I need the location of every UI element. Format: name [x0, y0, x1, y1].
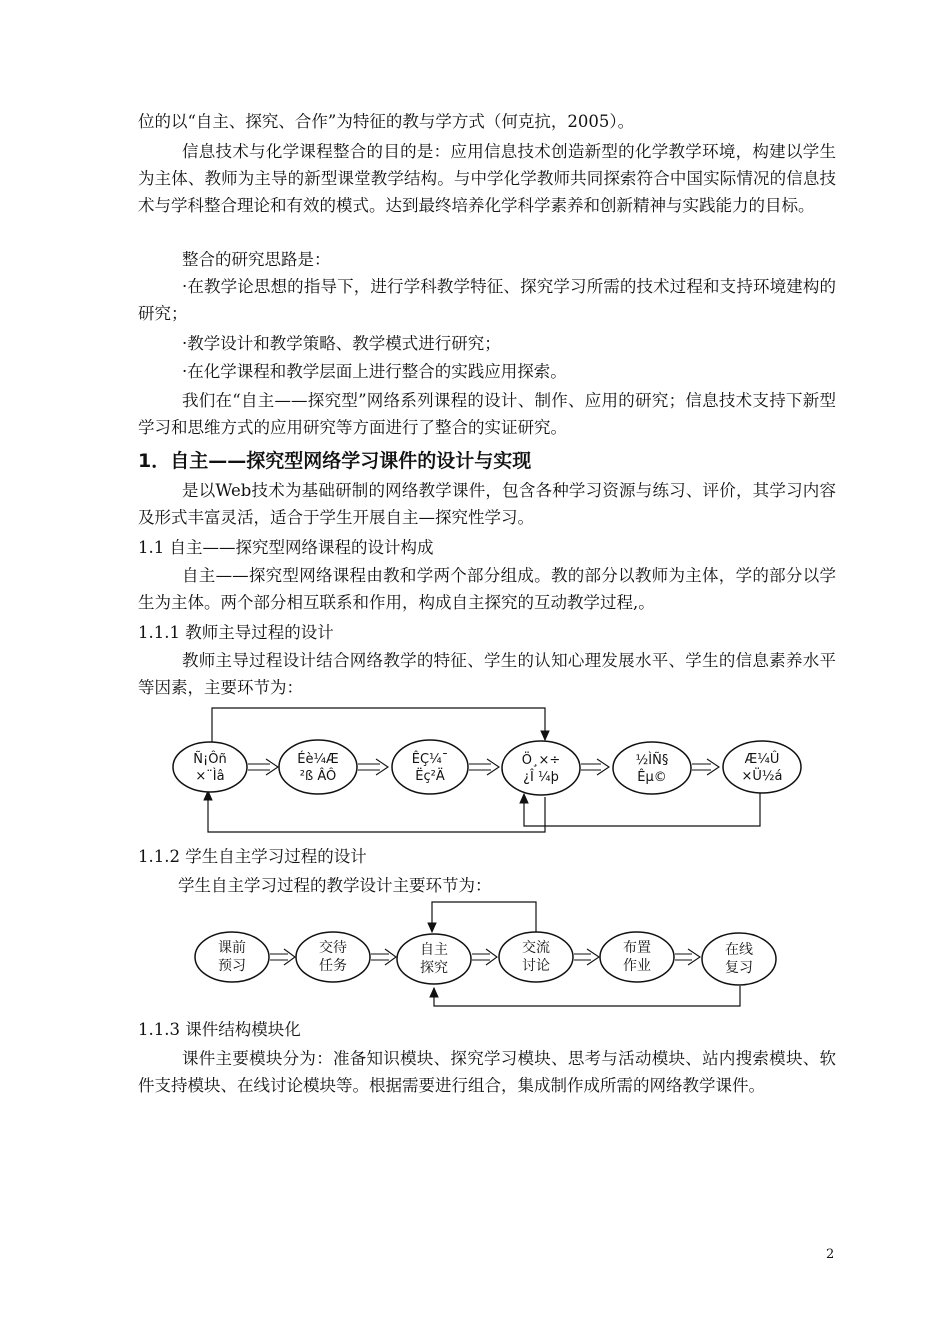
- paragraph-intro-end: 位的以“自主、探究、合作”为特征的教与学方式（何克抗，2005）。: [138, 112, 635, 131]
- student-node-1: [195, 932, 269, 982]
- bullet-item-2: ·教学设计和教学策略、教学模式进行研究；: [182, 334, 501, 353]
- student-node-4-line1: 交流: [522, 940, 550, 956]
- student-node-4-line2: 讨论: [522, 958, 550, 974]
- teacher-node-6-line1: Æ¼Û: [744, 752, 780, 767]
- student-loop-arrow-bottom: [434, 986, 740, 1006]
- student-loop-arrow-top: [432, 902, 536, 932]
- teacher-node-3-line2: Ëç²Ä: [415, 769, 445, 784]
- bullet-item-1: ·在教学论思想的指导下，进行学科教学特征、探究学习所需的技术过程和支持环境建构的研究；: [138, 277, 836, 323]
- student-node-3-line2: 探究: [420, 960, 448, 976]
- page-number: 2: [826, 1247, 835, 1262]
- student-node-2-line1: 交待: [319, 940, 347, 956]
- student-node-1-line1: 课前: [218, 940, 246, 956]
- teacher-node-3-line1: ÊÇ¼¯: [411, 752, 449, 767]
- subsection-heading-1-1-2: 1.1.2 学生自主学习过程的设计: [138, 847, 367, 866]
- teacher-node-1-line1: Ñ¡Ôñ: [193, 752, 227, 767]
- bullet-item-3: ·在化学课程和教学层面上进行整合的实践应用探索。: [182, 362, 567, 381]
- student-node-5-line2: 作业: [623, 958, 651, 974]
- teacher-node-4-line1: Ö¸×÷: [521, 753, 561, 768]
- student-node-6-line2: 复习: [725, 960, 753, 976]
- teacher-node-4-line2: ¿Î ¼þ: [523, 770, 559, 785]
- teacher-node-6-line2: ×Ü½á: [741, 769, 783, 784]
- student-node-2-line2: 任务: [319, 958, 347, 974]
- teacher-node-2-line2: ²ß ÂÔ: [299, 769, 337, 784]
- paragraph-student-process: 学生自主学习过程的教学设计主要环节为：: [178, 876, 492, 895]
- paragraph-empirical-research: 我们在“自主——探究型”网络系列课程的设计、制作、应用的研究；信息技术支持下新型学习和思维方式的应用研究等方面进行了整合的实证研究。: [138, 391, 836, 437]
- teacher-node-1-line2: ×¨Ìâ: [195, 769, 225, 784]
- student-node-6: [702, 933, 776, 985]
- teacher-node-5-line2: Êµ©: [637, 770, 667, 785]
- subsection-heading-1-1: 1.1 自主——探究型网络课程的设计构成: [138, 538, 434, 557]
- paragraph-course-composition: 自主——探究型网络课程由教和学两个部分组成。教的部分以教师为主体，学的部分以学生为主体。两个部分相互联系和作用，构成自主探究的互动教学过程,。: [138, 566, 836, 612]
- student-node-3: [397, 934, 471, 984]
- student-node-5: [600, 932, 674, 982]
- student-node-6-line1: 在线: [725, 942, 753, 958]
- paragraph-teacher-process: 教师主导过程设计结合网络教学的特征、学生的认知心理发展水平、学生的信息素养水平等因素，主要环节为：: [138, 651, 836, 697]
- section-heading-1: 1．自主——探究型网络学习课件的设计与实现: [138, 450, 532, 472]
- student-node-4: [499, 932, 573, 982]
- teacher-node-5-line1: ½ÌÑ§: [635, 753, 669, 768]
- student-node-5-line1: 布置: [623, 940, 651, 956]
- subsection-heading-1-1-3: 1.1.3 课件结构模块化: [138, 1020, 301, 1039]
- paragraph-courseware-modules: 课件主要模块分为：准备知识模块、探究学习模块、思考与活动模块、站内搜索模块、软件支持模块、在线讨论模块等。根据需要进行组合，集成制作成所需的网络教学课件。: [138, 1049, 836, 1095]
- student-node-2: [296, 932, 370, 982]
- student-node-3-line1: 自主: [420, 942, 448, 958]
- subsection-heading-1-1-1: 1.1.1 教师主导过程的设计: [138, 623, 334, 642]
- paragraph-integration-purpose: 信息技术与化学课程整合的目的是：应用信息技术创造新型的化学教学环境，构建以学生为主体、教师为主导的新型课堂教学结构。与中学化学教师共同探索符合中国实际情况的信息技术与学科整合理论和有效的模式。达到最终培养化学科学素养和创新精神与实践能力的目标。: [138, 142, 836, 215]
- teacher-node-2-line1: Éè¼Æ: [297, 752, 339, 767]
- paragraph-courseware-intro: 是以Web技术为基础研制的网络教学课件，包含各种学习资源与练习、评价，其学习内容及形式丰富灵活，适合于学生开展自主—探究性学习。: [138, 481, 836, 527]
- paragraph-research-approach: 整合的研究思路是：: [182, 250, 331, 269]
- student-node-1-line2: 预习: [218, 958, 246, 974]
